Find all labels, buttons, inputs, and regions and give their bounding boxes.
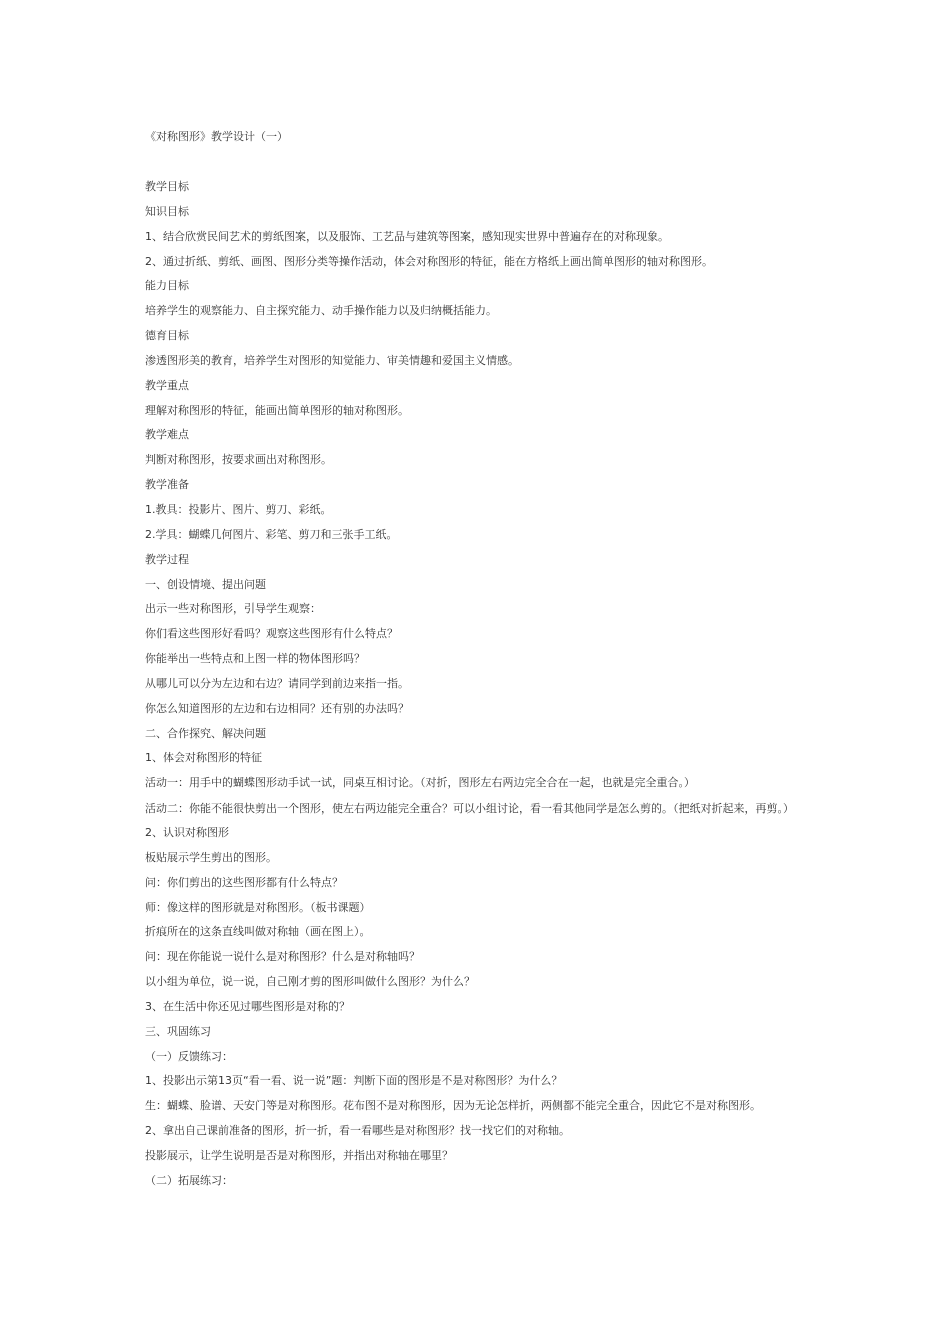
paragraph: 从哪儿可以分为左边和右边？请同学到前边来指一指。 xyxy=(145,676,409,690)
paragraph: 1、投影出示第13页“看一看、说一说”题：判断下面的图形是不是对称图形？为什么？ xyxy=(145,1074,563,1088)
document-body xyxy=(145,179,825,1198)
paragraph: 培养学生的观察能力、自主探究能力、动手操作能力以及归纳概括能力。 xyxy=(145,304,497,318)
subsection-heading: （一）反馈练习： xyxy=(145,1049,233,1063)
paragraph: 理解对称图形的特征，能画出简单图形的轴对称图形。 xyxy=(145,403,409,417)
subsection-heading: 知识目标 xyxy=(145,204,189,218)
paragraph: 投影展示，让学生说明是否是对称图形，并指出对称轴在哪里？ xyxy=(145,1148,453,1162)
paragraph: 你们看这些图形好看吗？观察这些图形有什么特点？ xyxy=(145,627,398,641)
paragraph: 活动二：你能不能很快剪出一个图形，使左右两边能完全重合？可以小组讨论，看一看其他同学是怎么剪的。（把纸对折起来，再剪。） xyxy=(145,801,794,815)
paragraph: 问：现在你能说一说什么是对称图形？什么是对称轴吗？ xyxy=(145,950,420,964)
paragraph: 1.教具：投影片、图片、剪刀、彩纸。 xyxy=(145,502,332,516)
paragraph: 你能举出一些特点和上图一样的物体图形吗？ xyxy=(145,652,365,666)
paragraph: 折痕所在的这条直线叫做对称轴（画在图上）。 xyxy=(145,925,371,939)
subsection-heading: 德育目标 xyxy=(145,329,189,343)
paragraph: 生：蝴蝶、脸谱、天安门等是对称图形。花布图不是对称图形，因为无论怎样折，两侧都不能完全重合，因此它不是对称图形。 xyxy=(145,1099,761,1113)
paragraph: 师：像这样的图形就是对称图形。（板书课题） xyxy=(145,900,371,914)
section-heading: 教学难点 xyxy=(145,428,189,442)
section-heading: 三、巩固练习 xyxy=(145,1024,211,1038)
paragraph: 渗透图形美的教育，培养学生对图形的知觉能力、审美情趣和爱国主义情感。 xyxy=(145,353,519,367)
paragraph: 2、通过折纸、剪纸、画图、图形分类等操作活动，体会对称图形的特征，能在方格纸上画出简单图形的轴对称图形。 xyxy=(145,254,713,268)
section-heading: 教学过程 xyxy=(145,552,189,566)
paragraph: 以小组为单位，说一说，自己刚才剪的图形叫做什么图形？为什么？ xyxy=(145,975,475,989)
paragraph: 2、拿出自己课前准备的图形，折一折，看一看哪些是对称图形？找一找它们的对称轴。 xyxy=(145,1124,570,1138)
subsection-heading: 能力目标 xyxy=(145,279,189,293)
section-heading: 教学准备 xyxy=(145,478,189,492)
section-heading: 教学目标 xyxy=(145,180,189,193)
subsection-heading: 1、体会对称图形的特征 xyxy=(145,751,262,765)
paragraph: 活动一：用手中的蝴蝶图形动手试一试，同桌互相讨论。（对折，图形左右两边完全合在一起，也就是完全重合。） xyxy=(145,776,695,790)
paragraph: 板贴展示学生剪出的图形。 xyxy=(145,850,277,864)
document-title: 《对称图形》教学设计（一） xyxy=(145,130,288,143)
paragraph: 2.学具：蝴蝶几何图片、彩笔、剪刀和三张手工纸。 xyxy=(145,527,398,541)
paragraph: 1、结合欣赏民间艺术的剪纸图案，以及服饰、工艺品与建筑等图案，感知现实世界中普遍存在的对称现象。 xyxy=(145,229,669,243)
section-heading: 教学重点 xyxy=(145,378,189,392)
subsection-heading: （二）拓展练习： xyxy=(145,1173,233,1187)
paragraph: 你怎么知道图形的左边和右边相同？还有别的办法吗？ xyxy=(145,701,409,715)
paragraph: 问：你们剪出的这些图形都有什么特点？ xyxy=(145,875,343,889)
paragraph: 3、在生活中你还见过哪些图形是对称的？ xyxy=(145,999,350,1013)
subsection-heading: 一、创设情境、提出问题 xyxy=(145,577,266,591)
paragraph: 判断对称图形，按要求画出对称图形。 xyxy=(145,453,332,467)
paragraph: 出示一些对称图形，引导学生观察： xyxy=(145,602,321,616)
subsection-heading: 二、合作探究、解决问题 xyxy=(145,726,266,740)
subsection-heading: 2、认识对称图形 xyxy=(145,825,229,839)
